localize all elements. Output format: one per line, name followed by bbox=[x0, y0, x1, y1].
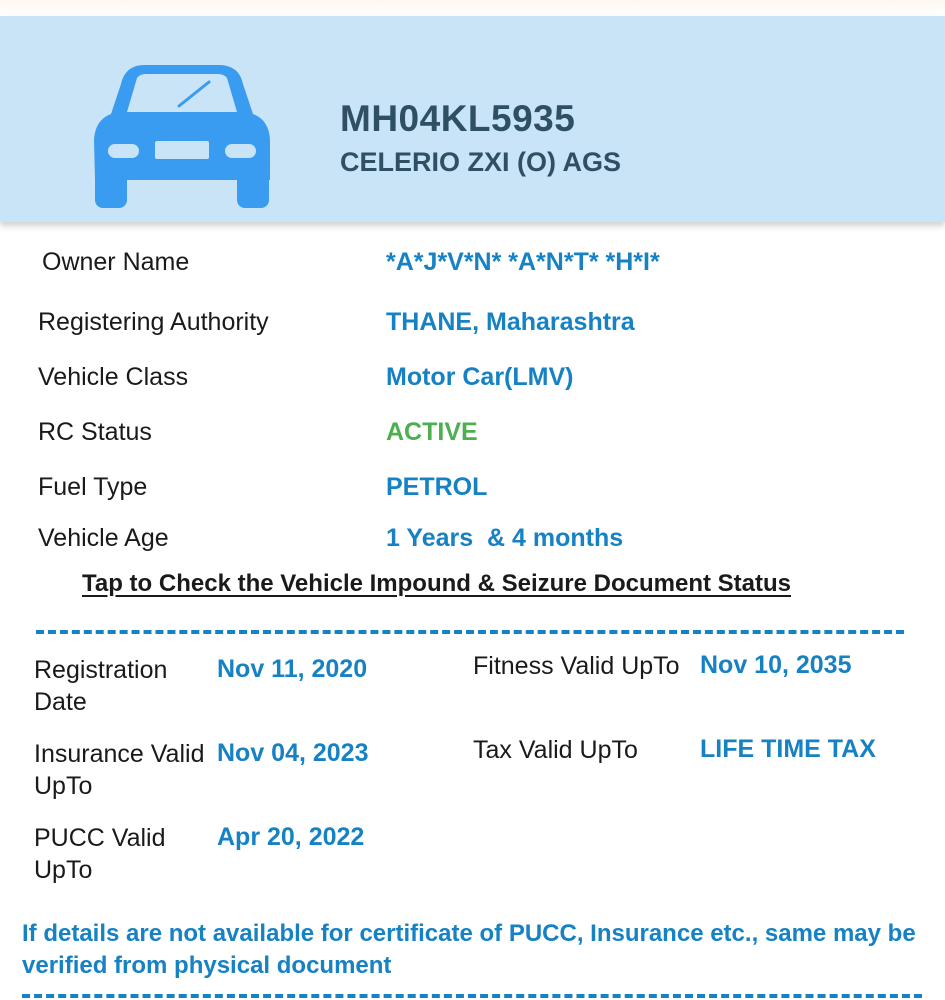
insurance-valid-value: Nov 04, 2023 bbox=[217, 739, 369, 767]
fitness-valid-value: Nov 10, 2035 bbox=[700, 651, 852, 679]
vehicle-class-label: Vehicle Class bbox=[38, 363, 189, 391]
vehicle-class-value: Motor Car(LMV) bbox=[386, 363, 574, 391]
owner-name-label: Owner Name bbox=[42, 248, 190, 276]
impound-status-link[interactable]: Tap to Check the Vehicle Impound & Seizure Document Status bbox=[82, 570, 792, 597]
top-edge bbox=[0, 0, 945, 16]
verification-note: If details are not available for certificate of PUCC, Insurance etc., same may be verified from physical document bbox=[22, 920, 916, 979]
vehicle-header bbox=[0, 16, 945, 222]
rc-status-label: RC Status bbox=[38, 418, 152, 446]
fuel-type-value: PETROL bbox=[386, 473, 488, 501]
vehicle-age-value: 1 Years & 4 months bbox=[386, 524, 624, 552]
vehicle-age-label: Vehicle Age bbox=[38, 524, 169, 552]
registering-authority-label: Registering Authority bbox=[38, 308, 269, 336]
registration-date-label: Registration Date bbox=[34, 656, 168, 716]
registration-number: MH04KL5935 bbox=[340, 98, 576, 139]
divider-bottom bbox=[22, 994, 922, 998]
fitness-valid-label: Fitness Valid UpTo bbox=[473, 652, 680, 680]
tax-valid-value: LIFE TIME TAX bbox=[700, 735, 876, 763]
fuel-type-label: Fuel Type bbox=[38, 473, 148, 501]
insurance-valid-label: Insurance Valid UpTo bbox=[34, 740, 205, 800]
pucc-valid-value: Apr 20, 2022 bbox=[217, 823, 365, 851]
tax-valid-label: Tax Valid UpTo bbox=[473, 736, 638, 764]
owner-name-value: *A*J*V*N* *A*N*T* *H*I* bbox=[386, 248, 660, 276]
pucc-valid-label: PUCC Valid UpTo bbox=[34, 824, 166, 884]
divider-top bbox=[36, 630, 904, 634]
vehicle-model: CELERIO ZXI (O) AGS bbox=[340, 147, 622, 177]
registration-date-value: Nov 11, 2020 bbox=[217, 655, 368, 683]
rc-status-badge: ACTIVE bbox=[386, 418, 478, 446]
registering-authority-value: THANE, Maharashtra bbox=[386, 308, 635, 336]
car-icon bbox=[93, 62, 271, 208]
